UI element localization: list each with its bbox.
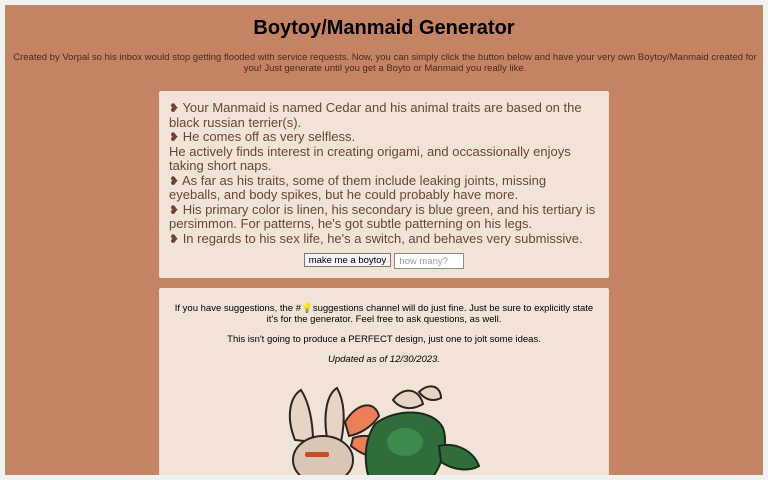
info-text [173,303,595,374]
generator-controls [159,253,609,269]
heart-bullet-icon: ❥ [169,202,180,217]
updated-date: Updated as of 12/30/2023. [328,354,440,365]
heart-bullet-icon: ❥ [169,101,180,115]
page-title: Boytoy/Manmaid Generator [253,17,515,39]
suggestion-text: If you have suggestions, the #💡suggestions channel will do just fine. Just be sure to explicitly state it's for the generator. Feel free to ask questions, as well. [174,303,594,325]
disclaimer-text: This isn't going to produce a PERFECT design, just one to jolt some ideas. [227,334,541,345]
page-description: Created by Vorpal so his inbox would stop getting flooded with service requests. Now, you can simply click the button below and have your very own Boytoy/Manmaid created for you! Just generate until you get a Boyto or Manmaid you really like. [13,52,757,74]
result-lines [169,101,601,246]
result-line-text: Your Manmaid is named Cedar and his animal traits are based on the black russian terrier(s). [169,100,582,130]
heart-bullet-icon: ❥ [169,130,180,144]
result-card [159,91,609,278]
generate-button[interactable]: make me a boytoy [304,253,392,267]
result-line-text: He actively finds interest in creating origami, and occassionally enjoys taking short naps. [169,143,571,173]
result-line [169,174,601,203]
count-input[interactable] [394,253,464,269]
result-line [169,232,601,247]
result-line-text: In regards to his sex life, he's a switch, and behaves very submissive. [182,230,583,246]
result-line-text: As far as his traits, some of them include leaking joints, missing eyeballs, and body spikes, but he could probably have more. [169,172,547,202]
result-line-text: His primary color is linen, his secondary is blue green, and his tertiary is persimmon. For patterns, he's got subtle patterning on his legs. [169,201,596,231]
result-line [169,130,601,145]
result-line [169,203,601,232]
result-line [169,145,601,174]
heart-bullet-icon: ❥ [169,173,180,188]
character-artwork [283,380,493,475]
info-card [159,288,609,475]
result-line [169,101,601,130]
result-line-text: He comes off as very selfless. [182,129,356,144]
page [5,5,763,475]
heart-bullet-icon: ❥ [169,231,180,246]
